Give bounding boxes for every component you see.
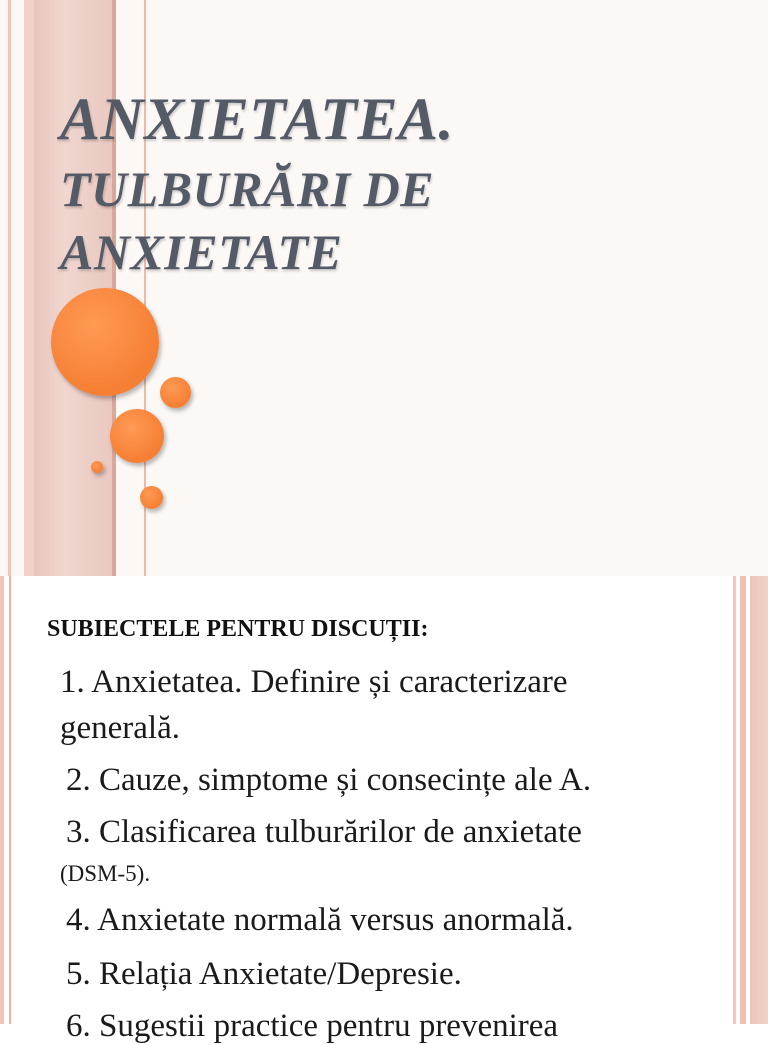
topic-item: 2. Cauze, simptome și consecințe ale A.: [66, 762, 592, 798]
title-line-1: ANXIETATEA.: [60, 86, 454, 152]
topic-item-continuation: (DSM-5).: [60, 861, 151, 886]
topic-item: 5. Relația Anxietate/Depresie.: [66, 956, 462, 992]
topic-item: 4. Anxietate normală versus anormală.: [66, 902, 574, 938]
decorative-stripe: [8, 0, 11, 576]
decorative-circle-medium: [110, 409, 164, 463]
topic-item: 1. Anxietatea. Definire și caracterizare: [60, 664, 568, 700]
topic-item-continuation: generală.: [60, 710, 180, 746]
topics-heading: SUBIECTELE PENTRU DISCUȚII:: [47, 616, 429, 642]
title-line-2: TULBURĂRI DE: [60, 161, 435, 217]
decorative-stripe: [750, 576, 768, 1024]
topics-slide: [0, 576, 768, 1044]
decorative-circle-small: [160, 377, 191, 408]
topic-item: 3. Clasificarea tulburărilor de anxietate: [66, 814, 582, 850]
decorative-stripe: [740, 576, 746, 1024]
decorative-circle-small: [140, 486, 163, 509]
decorative-stripe: [733, 576, 736, 1024]
decorative-circle-large: [51, 288, 159, 396]
decorative-stripe: [9, 576, 11, 1024]
title-line-3: ANXIETATE: [60, 224, 343, 280]
decorative-circle-tiny: [91, 461, 103, 473]
slide-title: [60, 80, 740, 284]
decorative-stripe: [24, 0, 34, 576]
decorative-stripe: [0, 576, 4, 1024]
topic-item: 6. Sugestii practice pentru prevenirea: [66, 1008, 559, 1044]
